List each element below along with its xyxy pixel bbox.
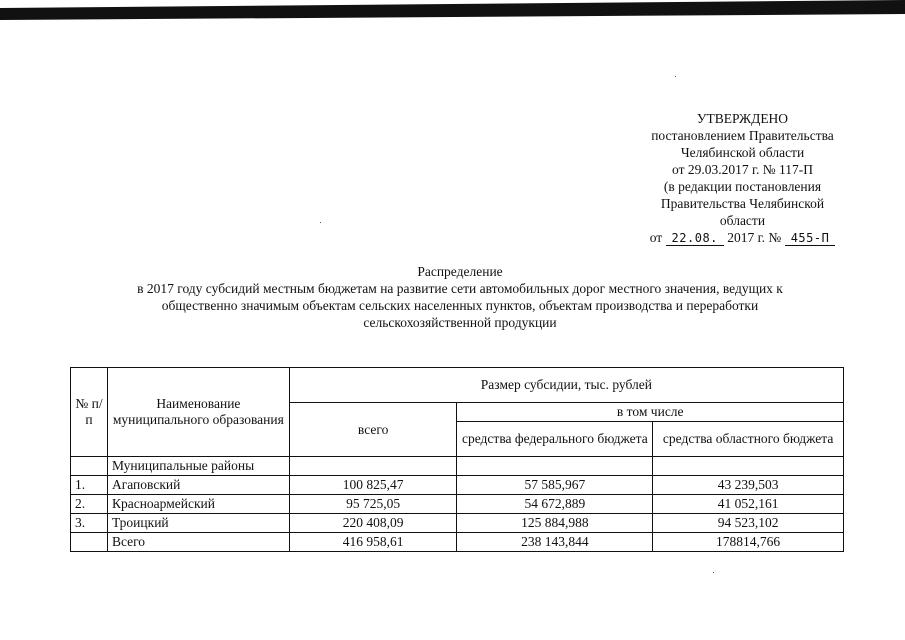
row-num: 3.	[71, 514, 108, 533]
row-name: Агаповский	[107, 476, 289, 495]
approval-line: (в редакции постановления	[663, 179, 822, 194]
approval-line: области	[719, 213, 766, 228]
table-row	[71, 495, 844, 514]
approval-line: Правительства Челябинской	[660, 196, 825, 211]
header-name: Наименование муниципального образования	[107, 368, 289, 457]
row-regional: 178814,766	[653, 533, 844, 552]
section-label: Муниципальные районы	[107, 457, 289, 476]
amendment-prefix: от	[649, 230, 663, 245]
approval-line: от 29.03.2017 г. № 117-П	[672, 162, 813, 177]
scan-top-edge	[0, 0, 905, 22]
title-line: общественно значимым объектам сельских населенных пунктов, объектам производства и переработки	[161, 298, 759, 313]
table-row	[71, 514, 844, 533]
row-num: 1.	[71, 476, 108, 495]
row-federal: 238 143,844	[457, 533, 653, 552]
amendment-date: 22.08.	[666, 231, 724, 246]
header-federal: средства федерального бюджета	[457, 422, 653, 457]
row-name: Красноармейский	[107, 495, 289, 514]
approval-line: Челябинской области	[680, 145, 805, 160]
amendment-number: 455-П	[785, 231, 836, 246]
cell-empty	[457, 457, 653, 476]
table-row	[71, 476, 844, 495]
row-federal: 125 884,988	[457, 514, 653, 533]
row-federal: 57 585,967	[457, 476, 653, 495]
amendment-line	[620, 229, 865, 247]
title-line: сельскохозяйственной продукции	[363, 315, 557, 330]
scan-speck	[713, 572, 714, 573]
row-name: Всего	[107, 533, 289, 552]
header-regional: средства областного бюджета	[653, 422, 844, 457]
row-num	[71, 533, 108, 552]
row-regional: 41 052,161	[653, 495, 844, 514]
row-total: 416 958,61	[289, 533, 457, 552]
approval-line: постановлением Правительства	[651, 128, 834, 143]
scan-speck	[320, 222, 321, 223]
approval-stamp-block	[620, 110, 865, 247]
header-subsidy: Размер субсидии, тыс. рублей	[289, 368, 843, 403]
row-total: 95 725,05	[289, 495, 457, 514]
row-regional: 43 239,503	[653, 476, 844, 495]
total-row	[71, 533, 844, 552]
cell-empty	[289, 457, 457, 476]
row-num: 2.	[71, 495, 108, 514]
approval-line: УТВЕРЖДЕНО	[696, 111, 789, 126]
row-regional: 94 523,102	[653, 514, 844, 533]
cell-empty	[653, 457, 844, 476]
row-federal: 54 672,889	[457, 495, 653, 514]
title-line: в 2017 году субсидий местным бюджетам на развитие сети автомобильных дорог местного значения, ведущих к	[137, 281, 783, 296]
header-num: № п/п	[71, 368, 108, 457]
title-heading: Распределение	[417, 264, 503, 279]
scan-speck	[675, 76, 676, 77]
row-name: Троицкий	[107, 514, 289, 533]
cell-empty	[71, 457, 108, 476]
row-total: 220 408,09	[289, 514, 457, 533]
document-title	[60, 263, 860, 331]
header-including: в том числе	[457, 403, 844, 422]
section-row	[71, 457, 844, 476]
header-total: всего	[289, 403, 457, 457]
row-total: 100 825,47	[289, 476, 457, 495]
subsidy-table	[70, 367, 844, 552]
amendment-mid: 2017 г. №	[727, 230, 782, 245]
